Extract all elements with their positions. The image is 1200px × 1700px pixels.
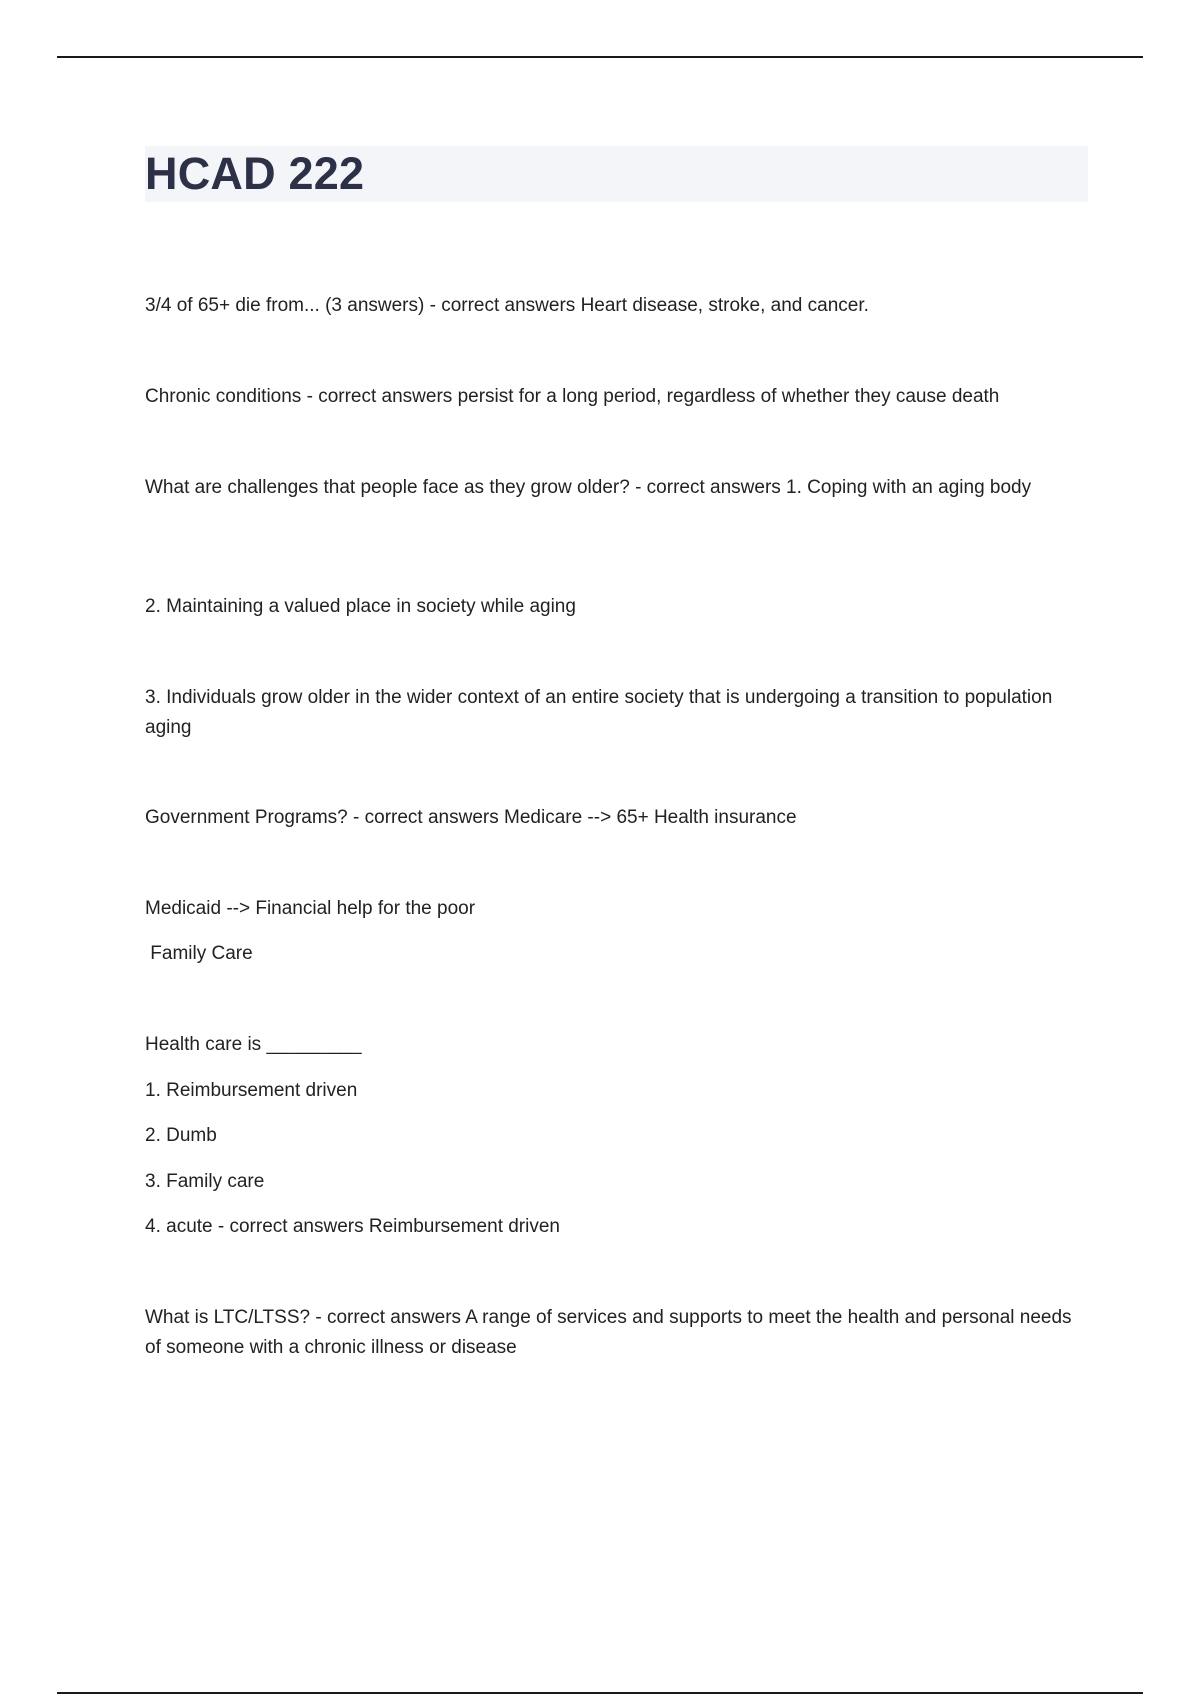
text-line: Family Care: [145, 943, 253, 964]
text-line: 3. Individuals grow older in the wider context of an entire society that is undergoing a transition to population aging: [145, 687, 1058, 738]
text-line: 2. Maintaining a valued place in society while aging: [145, 596, 576, 617]
bottom-rule: [57, 1692, 1143, 1694]
text-line: 1. Reimbursement driven: [145, 1080, 358, 1101]
text-line: Health care is _________: [145, 1034, 362, 1055]
text-line: 4. acute - correct answers Reimbursement driven: [145, 1216, 560, 1237]
title-band: [145, 146, 1088, 202]
text-line: Medicaid --> Financial help for the poor: [145, 898, 476, 919]
document-title: HCAD 222: [145, 148, 365, 199]
text-line: 2. Dumb: [145, 1125, 217, 1146]
text-line: What are challenges that people face as they grow older? - correct answers 1. Coping with an aging body: [145, 477, 1032, 498]
text-line: What is LTC/LTSS? - correct answers A range of services and supports to meet the health and personal needs of someone with a chronic illness or disease: [145, 1307, 1077, 1358]
top-rule: [57, 56, 1143, 58]
text-line: Government Programs? - correct answers Medicare --> 65+ Health insurance: [145, 807, 797, 828]
text-line: 3. Family care: [145, 1171, 265, 1192]
text-line: Chronic conditions - correct answers persist for a long period, regardless of whether they cause death: [145, 386, 1000, 407]
text-line: 3/4 of 65+ die from... (3 answers) - correct answers Heart disease, stroke, and cancer.: [145, 295, 869, 316]
